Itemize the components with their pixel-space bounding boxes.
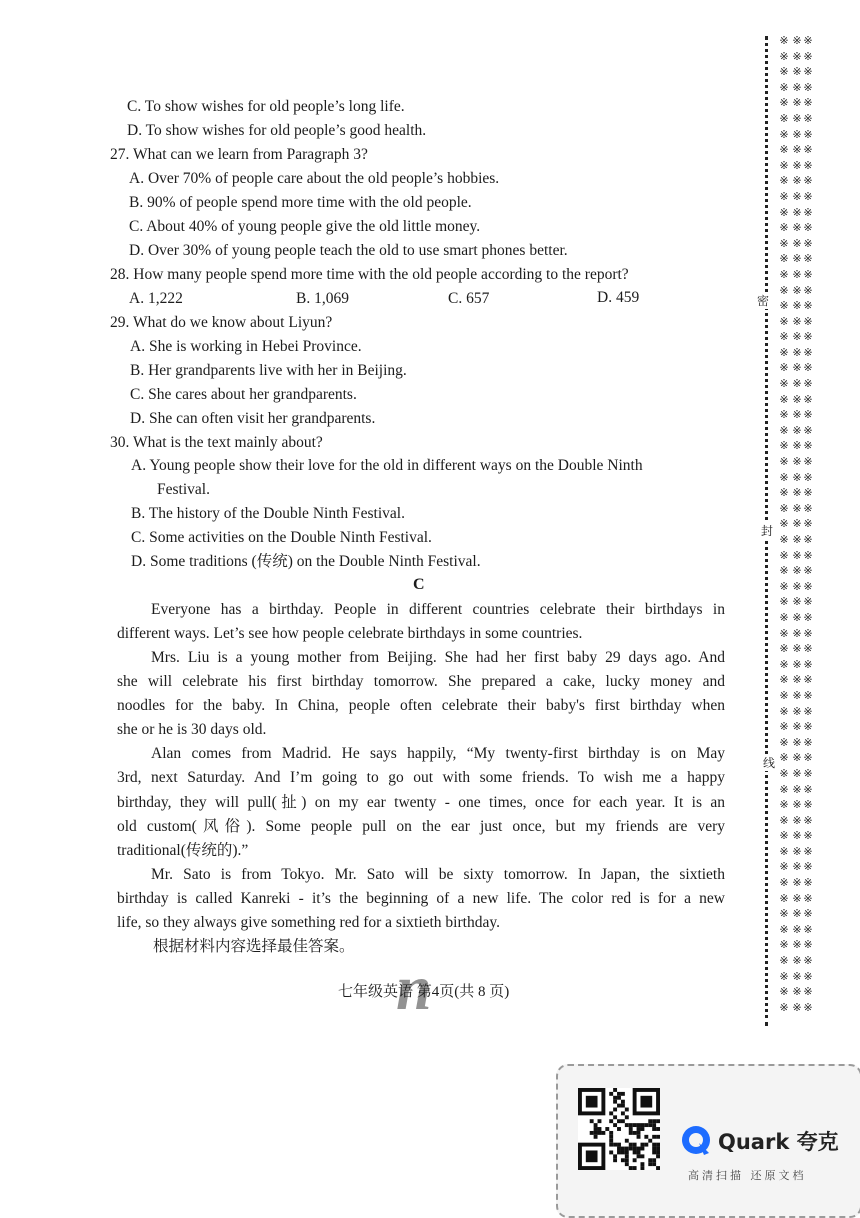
qr-code-icon[interactable]: [578, 1088, 660, 1170]
binding-char-mi: 密: [757, 294, 770, 308]
q29-option-a: A. She is working in Hebei Province.: [130, 338, 362, 355]
page-footer: 七年级英语 第4页(共 8 页): [338, 984, 510, 1000]
q29-option-c: C. She cares about her grandparents.: [130, 386, 357, 403]
q27-option-a: A. Over 70% of people care about the old people’s hobbies.: [129, 170, 500, 187]
passage-line: noodles for the baby. In China, people often celebrate their baby's first birthday when: [117, 697, 725, 714]
passage-line: birthday, they will pull(扯) on my ear twenty - one times, once for each year. It is an: [117, 794, 725, 811]
binding-marks-column: ※ ※ ※ ※ ※ ※ ※ ※ ※ ※ ※ ※ ※ ※ ※ ※ ※ ※ ※ ※ ※ ※ ※ ※ ※ ※ ※ ※ ※ ※ ※ ※ ※ ※ ※ ※ ※ ※ ※ ※ ※ ※ ※ ※ ※ ※ ※ ※ ※ ※ ※ ※ ※ ※ ※ ※ ※ ※ ※ ※ ※ ※ ※: [792, 34, 802, 1014]
quark-brand: [680, 1124, 839, 1158]
q28-option-c: C. 657: [448, 290, 490, 307]
quark-logo-icon: [680, 1124, 714, 1158]
q26-option-c: C. To show wishes for old people’s long life.: [127, 98, 405, 115]
passage-line: she will celebrate his first birthday tomorrow. She prepared a cake, lucky money and: [117, 673, 725, 690]
q27-option-c: C. About 40% of young people give the old little money.: [129, 218, 481, 235]
binding-char-xian: 线: [763, 756, 776, 770]
q28-option-d: D. 459: [597, 289, 640, 306]
quark-tagline: 高清扫描 还原文档: [688, 1169, 807, 1182]
passage-line: Mr. Sato is from Tokyo. Mr. Sato will be sixty tomorrow. In Japan, the sixtieth: [151, 866, 725, 883]
q27-stem: 27. What can we learn from Paragraph 3?: [110, 146, 368, 163]
q27-option-d: D. Over 30% of young people teach the old to use smart phones better.: [129, 242, 568, 259]
quark-brand-name: Quark 夸克: [718, 1130, 839, 1154]
binding-marks-column: ※ ※ ※ ※ ※ ※ ※ ※ ※ ※ ※ ※ ※ ※ ※ ※ ※ ※ ※ ※ ※ ※ ※ ※ ※ ※ ※ ※ ※ ※ ※ ※ ※ ※ ※ ※ ※ ※ ※ ※ ※ ※ ※ ※ ※ ※ ※ ※ ※ ※ ※ ※ ※ ※ ※ ※ ※ ※ ※ ※ ※ ※ ※: [779, 34, 789, 1014]
passage-line: Everyone has a birthday. People in different countries celebrate their birthdays in: [151, 601, 725, 618]
q26-option-d: D. To show wishes for old people’s good health.: [127, 122, 427, 139]
passage-line: birthday is called Kanreki - it’s the beginning of a new life. The color red is for a new: [117, 890, 725, 907]
passage-line: old custom(风俗). Some people pull on the ear just once, but my friends are very: [117, 818, 725, 835]
passage-line: different ways. Let’s see how people celebrate birthdays in some countries.: [117, 625, 583, 642]
q30-stem: 30. What is the text mainly about?: [110, 434, 323, 451]
q29-option-b: B. Her grandparents live with her in Beijing.: [130, 362, 407, 379]
q29-option-d: D. She can often visit her grandparents.: [130, 410, 376, 427]
q28-option-b: B. 1,069: [296, 290, 349, 307]
passage-line: Alan comes from Madrid. He says happily, “My twenty-first birthday is on May: [151, 745, 725, 762]
quark-scan-badge[interactable]: [556, 1064, 860, 1218]
q29-stem: 29. What do we know about Liyun?: [110, 314, 333, 331]
footer-watermark: n: [396, 952, 432, 1023]
passage-line: life, so they always give something red for a sixtieth birthday.: [117, 914, 500, 931]
q30-option-d: D. Some traditions (传统) on the Double Ninth Festival.: [131, 553, 481, 570]
q30-option-b: B. The history of the Double Ninth Festival.: [131, 505, 405, 522]
instruction-line: 根据材料内容选择最佳答案。: [153, 938, 355, 955]
passage-line: she or he is 30 days old.: [117, 721, 267, 738]
q28-stem: 28. How many people spend more time with the old people according to the report?: [110, 266, 629, 283]
passage-line: Mrs. Liu is a young mother from Beijing. She had her first baby 29 days ago. And: [151, 649, 725, 666]
binding-char-feng: 封: [761, 524, 774, 538]
passage-line: traditional(传统的).”: [117, 842, 249, 859]
section-c-heading: C: [413, 576, 425, 593]
q28-option-a: A. 1,222: [129, 290, 183, 307]
q30-option-a-cont: Festival.: [157, 481, 210, 498]
q27-option-b: B. 90% of people spend more time with the old people.: [129, 194, 472, 211]
binding-marks-column: ※ ※ ※ ※ ※ ※ ※ ※ ※ ※ ※ ※ ※ ※ ※ ※ ※ ※ ※ ※ ※ ※ ※ ※ ※ ※ ※ ※ ※ ※ ※ ※ ※ ※ ※ ※ ※ ※ ※ ※ ※ ※ ※ ※ ※ ※ ※ ※ ※ ※ ※ ※ ※ ※ ※ ※ ※ ※ ※ ※ ※ ※ ※: [803, 34, 813, 1014]
q30-option-c: C. Some activities on the Double Ninth Festival.: [131, 529, 432, 546]
q30-option-a: A. Young people show their love for the old in different ways on the Double Ninth: [131, 457, 643, 474]
passage-line: 3rd, next Saturday. And I’m going to go out with some friends. To wish me a happy: [117, 769, 725, 786]
